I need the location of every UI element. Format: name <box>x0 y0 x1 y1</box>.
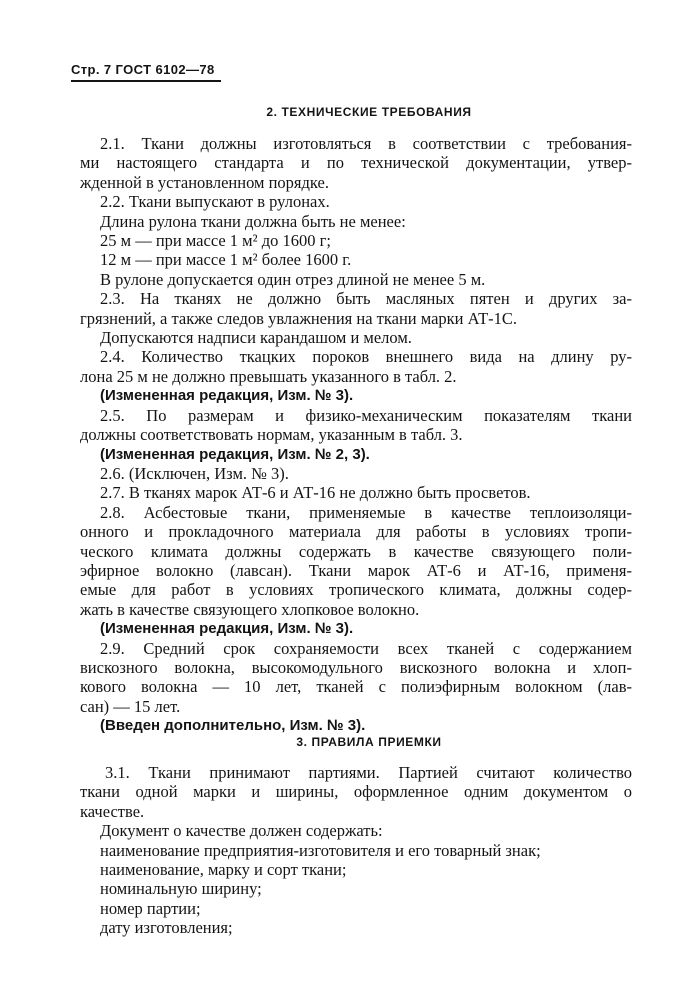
section-3-body <box>80 763 632 938</box>
list-item: номер партии; <box>100 898 201 918</box>
paragraph-line: 2.9. Средний срок сохраняемости всех тканей с содержанием <box>100 638 632 658</box>
paragraph-line: жденной в установленном порядке. <box>80 172 329 192</box>
paragraph-line: ми настоящего стандарта и по технической документации, утвер- <box>80 153 632 173</box>
list-item: наименование, марку и сорт ткани; <box>100 860 347 880</box>
amendment-note: (Измененная редакция, Изм. № 2, 3). <box>100 445 370 463</box>
paragraph-line: грязнений, а также следов увлажнения на ткани марки АТ-1С. <box>80 308 518 328</box>
section-3-title: 3. ПРАВИЛА ПРИЕМКИ <box>296 735 442 749</box>
page-header: Стр. 7 ГОСТ 6102—78 <box>71 62 221 82</box>
section-2-body <box>80 134 632 736</box>
paragraph-line: 3.1. Ткани принимают партиями. Партией считают количество <box>105 763 632 782</box>
amendment-note: (Измененная редакция, Изм. № 3). <box>100 387 354 405</box>
paragraph-line: сан) — 15 лет. <box>80 696 181 716</box>
paragraph-line: ческого климата должны содержать в качестве связующего поли- <box>80 541 632 561</box>
paragraph-line: кового волокна — 10 лет, тканей с полиэфирным волокном (лав- <box>80 677 632 697</box>
paragraph-line: 2.6. (Исключен, Изм. № 3). <box>100 463 289 483</box>
paragraph-line: 25 м — при массе 1 м² до 1600 г; <box>100 231 331 251</box>
paragraph-line: емые для работ в условиях тропического климата, должны содер- <box>80 580 632 600</box>
list-item: номинальную ширину; <box>100 879 262 899</box>
amendment-note: (Введен дополнительно, Изм. № 3). <box>100 717 366 735</box>
paragraph-line: 12 м — при массе 1 м² более 1600 г. <box>100 250 352 270</box>
paragraph-line: Длина рулона ткани должна быть не менее: <box>100 211 406 231</box>
section-2-title: 2. ТЕХНИЧЕСКИЕ ТРЕБОВАНИЯ <box>266 105 472 119</box>
paragraph-line: эфирное волокно (лавсан). Ткани марок АТ-6 и АТ-16, применя- <box>80 560 632 580</box>
amendment-note: (Измененная редакция, Изм. № 3). <box>100 620 354 638</box>
paragraph-line: 2.2. Ткани выпускают в рулонах. <box>100 192 330 212</box>
paragraph-line: ткани одной марки и ширины, оформленное одним документом о <box>80 782 632 802</box>
paragraph-line: В рулоне допускается один отрез длиной не менее 5 м. <box>100 269 486 289</box>
paragraph-line: 2.5. По размерам и физико-механическим показателям ткани <box>100 405 632 425</box>
paragraph-line: 2.1. Ткани должны изготовляться в соответствии с требования- <box>100 134 632 153</box>
paragraph-line: качестве. <box>80 801 145 821</box>
list-item: дату изготовления; <box>100 918 233 938</box>
paragraph-line: Допускаются надписи карандашом и мелом. <box>100 328 412 348</box>
paragraph-line: 2.7. В тканях марок АТ-6 и АТ-16 не должно быть просветов. <box>100 483 531 503</box>
paragraph-line: Документ о качестве должен содержать: <box>100 821 383 841</box>
paragraph-line: 2.4. Количество ткацких пороков внешнего вида на длину ру- <box>100 347 632 367</box>
paragraph-line: вискозного волокна, высокомодульного вискозного волокна и хлоп- <box>80 657 632 677</box>
paragraph-line: жать в качестве связующего хлопковое волокно. <box>80 599 420 619</box>
paragraph-line: должны соответствовать нормам, указанным в табл. 3. <box>80 425 463 445</box>
paragraph-line: 2.3. На тканях не должно быть масляных пятен и других за- <box>100 289 632 309</box>
paragraph-line: онного и прокладочного материала для работы в условиях тропи- <box>80 522 632 542</box>
list-item: наименование предприятия-изготовителя и его товарный знак; <box>100 840 541 860</box>
paragraph-line: лона 25 м не должно превышать указанного в табл. 2. <box>80 366 457 386</box>
paragraph-line: 2.8. Асбестовые ткани, применяемые в качестве теплоизоляци- <box>100 502 632 522</box>
